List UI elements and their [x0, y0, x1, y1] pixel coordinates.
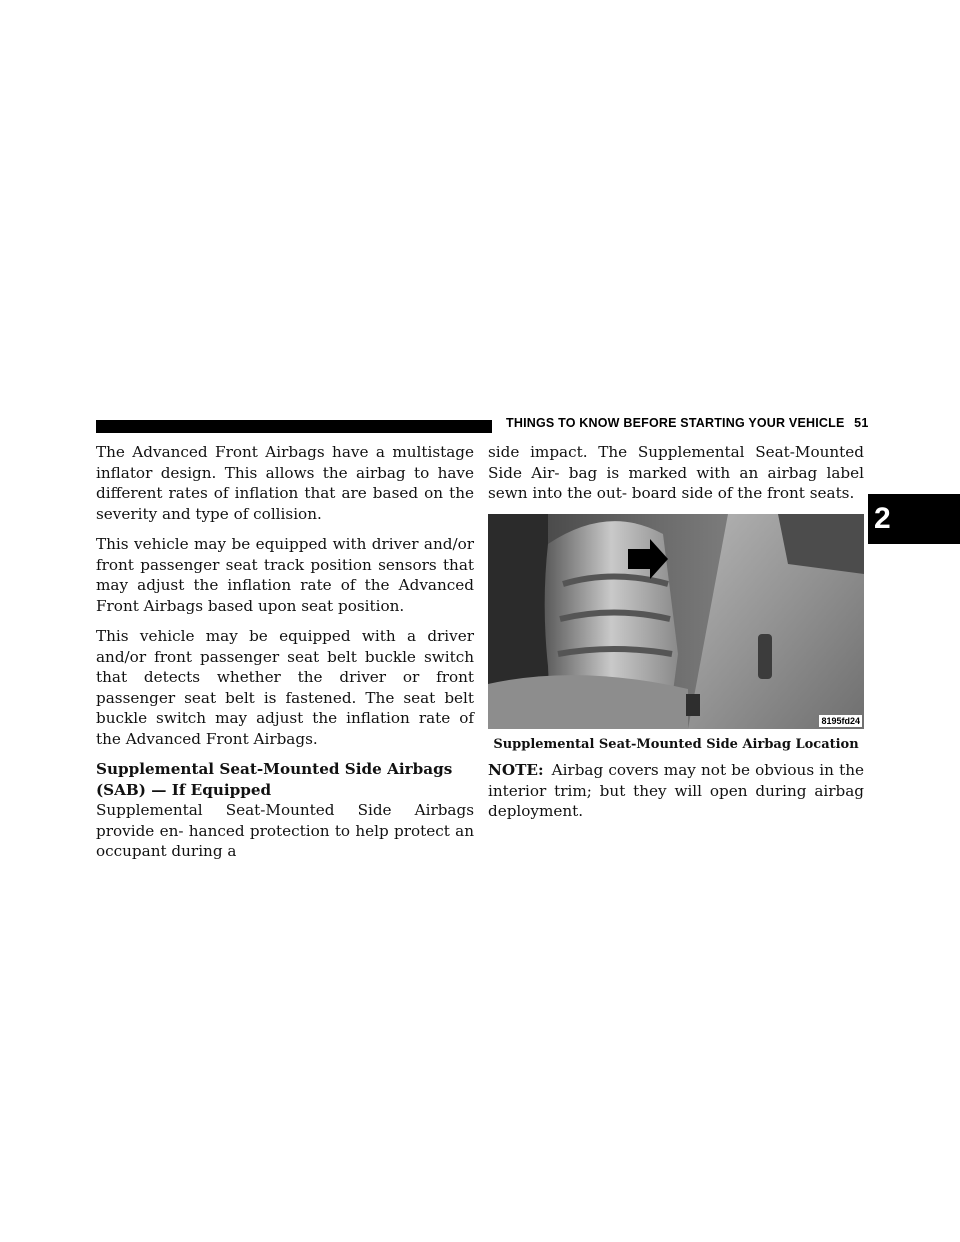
- note-paragraph: [488, 760, 864, 822]
- note-text: Airbag covers may not be obvious in the interior trim; but they will open during airbag deployment.: [488, 761, 864, 820]
- paragraph-track-sensors: This vehicle may be equipped with driver and/or front passenger seat track position sensors that may adjust the inflation rate of the Advanced Front Airbags based upon seat position.: [96, 535, 474, 615]
- figure-caption: Supplemental Seat-Mounted Side Airbag Location: [493, 736, 859, 752]
- left-column: [96, 442, 474, 872]
- page-number: 51: [854, 416, 869, 430]
- seat-photo: [488, 514, 864, 729]
- header-bar: [96, 420, 492, 433]
- section-heading: Supplemental Seat-Mounted Side Airbags (SAB) — If Equipped: [96, 760, 453, 799]
- paragraph-sab-intro: Supplemental Seat-Mounted Side Airbags provide en- hanced protection to help protect an occupant during a: [96, 801, 474, 860]
- figure-code: 8195fd24: [821, 715, 860, 726]
- paragraph-sab-continued: side impact. The Supplemental Seat-Mounted Side Air- bag is marked with an airbag label sewn into the out- board side of the front seats.: [488, 443, 864, 502]
- running-header: [506, 416, 869, 430]
- paragraph-multistage: The Advanced Front Airbags have a multistage inflator design. This allows the airbag to have different rates of inflation that are based on the severity and type of collision.: [96, 443, 474, 523]
- header-title: THINGS TO KNOW BEFORE STARTING YOUR VEHICLE: [506, 416, 845, 430]
- paragraph-buckle-switch: This vehicle may be equipped with a driver and/or front passenger seat belt buckle switch that detects whether the driver or front passenger seat belt is fastened. The seat belt buckle switch may adjust the inflation rate of the Advanced Front Airbags.: [96, 627, 474, 748]
- chapter-tab: 2: [868, 494, 960, 544]
- seat-airbag-figure: [488, 514, 864, 729]
- note-label: NOTE:: [488, 761, 544, 779]
- right-column: [488, 442, 864, 832]
